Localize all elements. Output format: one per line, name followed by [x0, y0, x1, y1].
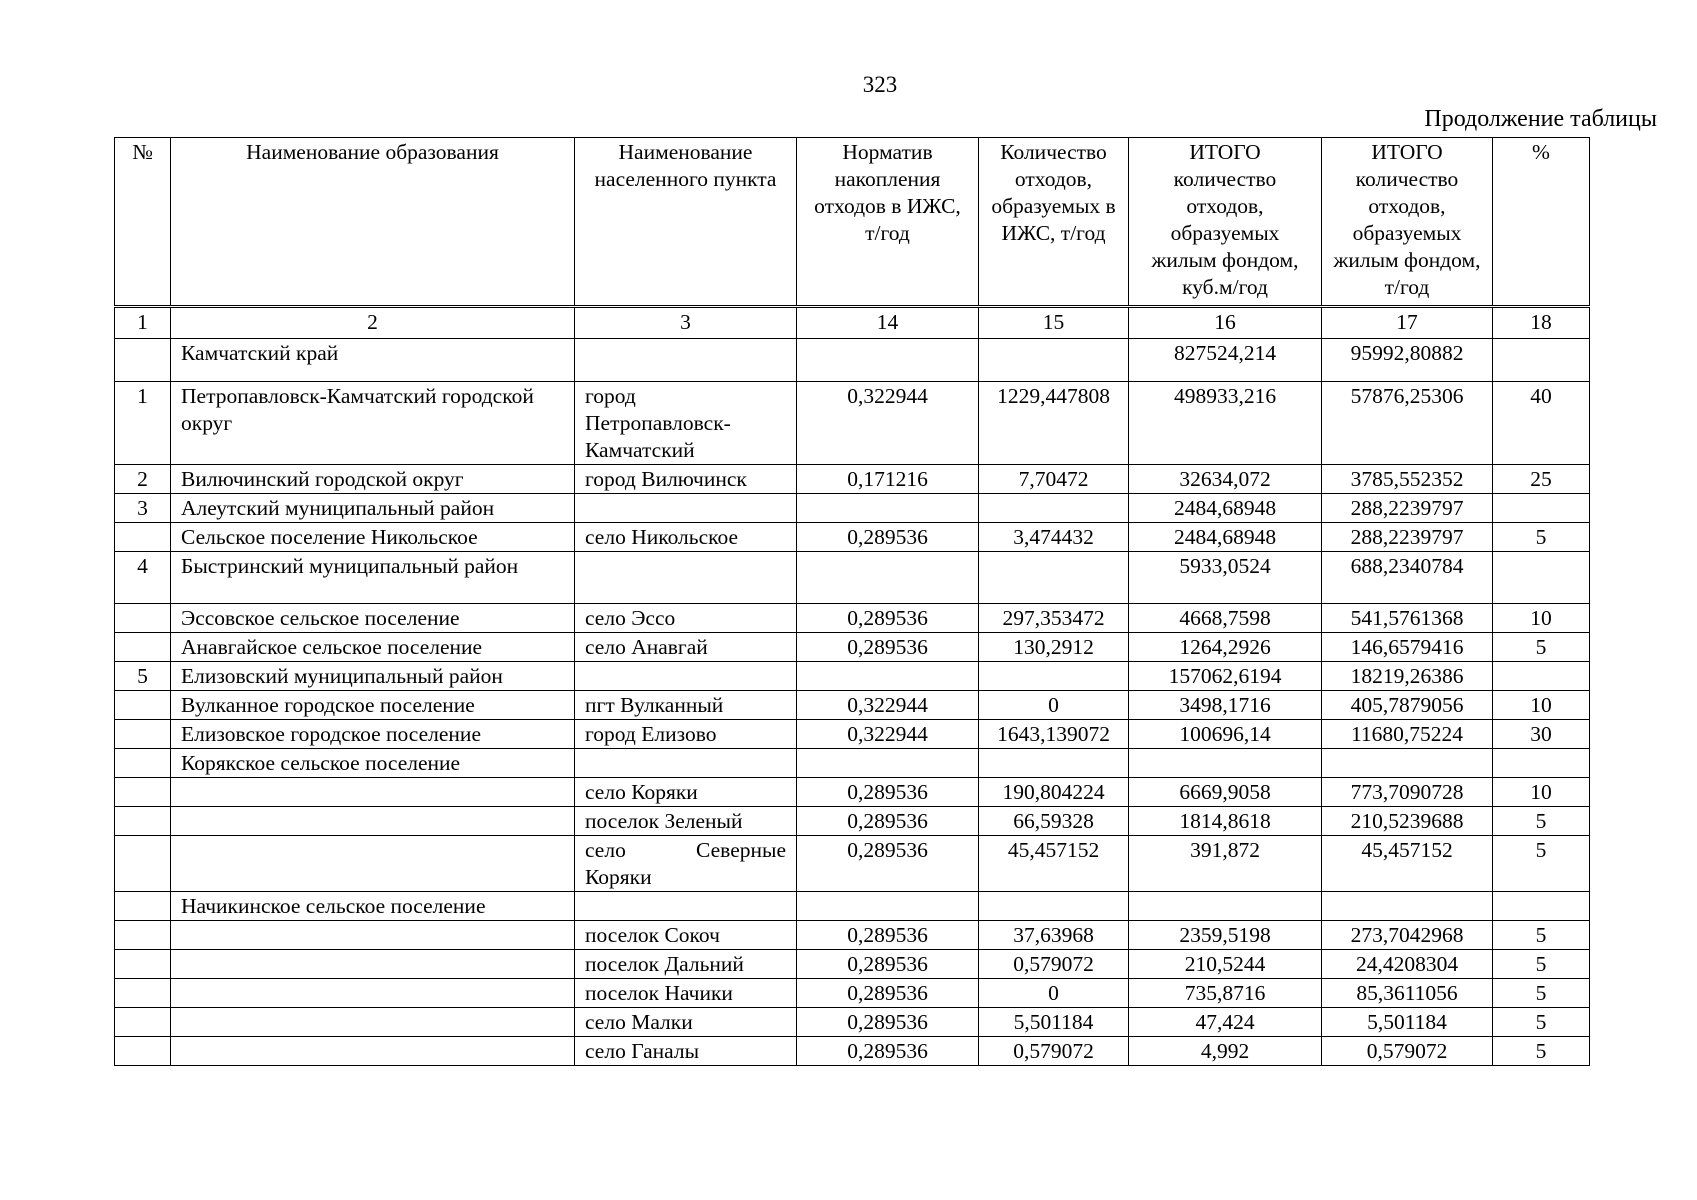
cell-total-t: 18219,26386 [1322, 662, 1493, 691]
table-row [115, 633, 1590, 662]
cell-no [115, 892, 171, 921]
cell-formation: Елизовское городское поселение [171, 720, 575, 749]
cell-total-t: 288,2239797 [1322, 494, 1493, 523]
cell-total-t [1322, 892, 1493, 921]
cell-pct: 5 [1493, 836, 1590, 892]
cell-locality: село Ганалы [575, 1037, 797, 1066]
cell-total-t: 0,579072 [1322, 1037, 1493, 1066]
cell-norm [797, 494, 979, 523]
table-row [115, 339, 1590, 382]
cell-total-m3: 2484,68948 [1129, 523, 1322, 552]
cell-pct: 30 [1493, 720, 1590, 749]
cell-no: 1 [115, 382, 171, 465]
cell-locality: пгт Вулканный [575, 691, 797, 720]
cell-pct [1493, 552, 1590, 604]
cell-total-t: 5,501184 [1322, 1008, 1493, 1037]
cell-total-t: 405,7879056 [1322, 691, 1493, 720]
header-formation: Наименование образования [171, 138, 575, 307]
table-row [115, 892, 1590, 921]
cell-norm: 0,289536 [797, 778, 979, 807]
cell-pct [1493, 339, 1590, 382]
cell-norm: 0,289536 [797, 836, 979, 892]
cell-norm [797, 749, 979, 778]
table-row [115, 836, 1590, 892]
cell-ijs: 1643,139072 [979, 720, 1129, 749]
table-row [115, 465, 1590, 494]
cell-total-t: 3785,552352 [1322, 465, 1493, 494]
column-number-row [115, 307, 1590, 339]
header-pct: % [1493, 138, 1590, 307]
cell-formation: Вулканное городское поселение [171, 691, 575, 720]
cell-formation [171, 836, 575, 892]
cell-total-t: 95992,80882 [1322, 339, 1493, 382]
cell-no [115, 836, 171, 892]
table-row [115, 807, 1590, 836]
cell-locality: село Северные Коряки [575, 836, 797, 892]
cell-pct [1493, 749, 1590, 778]
cell-total-t: 45,457152 [1322, 836, 1493, 892]
cell-total-t: 11680,75224 [1322, 720, 1493, 749]
cell-total-m3: 1264,2926 [1129, 633, 1322, 662]
header-locality: Наименование населенного пункта [575, 138, 797, 307]
cell-total-t: 541,5761368 [1322, 604, 1493, 633]
cell-formation [171, 921, 575, 950]
header-norm: Норматив накопления отходов в ИЖС, т/год [797, 138, 979, 307]
column-number: 14 [797, 307, 979, 339]
cell-no [115, 339, 171, 382]
cell-ijs: 0,579072 [979, 1037, 1129, 1066]
table-row [115, 604, 1590, 633]
cell-total-m3: 2484,68948 [1129, 494, 1322, 523]
cell-total-m3: 4,992 [1129, 1037, 1322, 1066]
cell-total-m3 [1129, 749, 1322, 778]
cell-locality [575, 339, 797, 382]
cell-formation [171, 979, 575, 1008]
cell-formation [171, 778, 575, 807]
cell-total-m3: 4668,7598 [1129, 604, 1322, 633]
cell-locality: поселок Начики [575, 979, 797, 1008]
cell-ijs: 190,804224 [979, 778, 1129, 807]
cell-total-m3: 827524,214 [1129, 339, 1322, 382]
cell-formation: Елизовский муниципальный район [171, 662, 575, 691]
header-no: № [115, 138, 171, 307]
column-number: 18 [1493, 307, 1590, 339]
cell-pct: 5 [1493, 1008, 1590, 1037]
cell-norm: 0,171216 [797, 465, 979, 494]
cell-norm: 0,289536 [797, 921, 979, 950]
cell-no: 3 [115, 494, 171, 523]
cell-ijs: 7,70472 [979, 465, 1129, 494]
cell-locality: село Эссо [575, 604, 797, 633]
cell-no [115, 1037, 171, 1066]
cell-formation: Петропавловск-Камчатский городской округ [171, 382, 575, 465]
cell-pct: 5 [1493, 950, 1590, 979]
cell-pct: 10 [1493, 691, 1590, 720]
column-number: 17 [1322, 307, 1493, 339]
cell-ijs [979, 552, 1129, 604]
column-number: 2 [171, 307, 575, 339]
cell-pct: 5 [1493, 1037, 1590, 1066]
cell-pct [1493, 892, 1590, 921]
cell-ijs: 0 [979, 979, 1129, 1008]
cell-norm: 0,322944 [797, 720, 979, 749]
cell-formation: Быстринский муниципальный район [171, 552, 575, 604]
cell-no [115, 749, 171, 778]
cell-total-t: 146,6579416 [1322, 633, 1493, 662]
header-ijs: Количество отходов, образуемых в ИЖС, т/год [979, 138, 1129, 307]
cell-no [115, 778, 171, 807]
cell-no [115, 604, 171, 633]
cell-total-m3: 210,5244 [1129, 950, 1322, 979]
cell-formation: Эссовское сельское поселение [171, 604, 575, 633]
cell-ijs: 66,59328 [979, 807, 1129, 836]
cell-no [115, 950, 171, 979]
cell-locality [575, 662, 797, 691]
cell-formation: Анавгайское сельское поселение [171, 633, 575, 662]
table-row [115, 1037, 1590, 1066]
cell-total-m3: 100696,14 [1129, 720, 1322, 749]
cell-ijs: 130,2912 [979, 633, 1129, 662]
cell-locality: село Никольское [575, 523, 797, 552]
cell-pct [1493, 494, 1590, 523]
cell-total-t: 273,7042968 [1322, 921, 1493, 950]
cell-ijs: 297,353472 [979, 604, 1129, 633]
cell-no [115, 720, 171, 749]
cell-ijs: 5,501184 [979, 1008, 1129, 1037]
waste-table [114, 137, 1590, 1066]
column-number: 16 [1129, 307, 1322, 339]
cell-pct [1493, 662, 1590, 691]
cell-total-t: 688,2340784 [1322, 552, 1493, 604]
cell-pct: 10 [1493, 604, 1590, 633]
column-number: 1 [115, 307, 171, 339]
table-row [115, 382, 1590, 465]
cell-total-m3: 498933,216 [1129, 382, 1322, 465]
cell-total-t: 57876,25306 [1322, 382, 1493, 465]
cell-pct: 10 [1493, 778, 1590, 807]
cell-no [115, 807, 171, 836]
cell-no: 5 [115, 662, 171, 691]
cell-pct: 5 [1493, 979, 1590, 1008]
cell-norm: 0,322944 [797, 382, 979, 465]
table-row [115, 1008, 1590, 1037]
cell-pct: 40 [1493, 382, 1590, 465]
cell-pct: 5 [1493, 921, 1590, 950]
cell-no: 2 [115, 465, 171, 494]
header-total-m3: ИТОГО количество отходов, образуемых жилым фондом, куб.м/год [1129, 138, 1322, 307]
cell-ijs: 45,457152 [979, 836, 1129, 892]
cell-total-m3: 47,424 [1129, 1008, 1322, 1037]
cell-ijs: 0 [979, 691, 1129, 720]
table-row [115, 662, 1590, 691]
cell-formation [171, 807, 575, 836]
cell-norm [797, 662, 979, 691]
table-row [115, 950, 1590, 979]
cell-total-m3: 6669,9058 [1129, 778, 1322, 807]
cell-ijs: 37,63968 [979, 921, 1129, 950]
cell-total-m3: 3498,1716 [1129, 691, 1322, 720]
header-row [115, 138, 1590, 307]
cell-ijs [979, 662, 1129, 691]
cell-no [115, 523, 171, 552]
cell-locality [575, 494, 797, 523]
cell-total-m3: 735,8716 [1129, 979, 1322, 1008]
cell-norm: 0,289536 [797, 1008, 979, 1037]
cell-total-t: 24,4208304 [1322, 950, 1493, 979]
table-row [115, 523, 1590, 552]
cell-formation: Начикинское сельское поселение [171, 892, 575, 921]
cell-norm [797, 339, 979, 382]
header-total-t: ИТОГО количество отходов, образуемых жилым фондом, т/год [1322, 138, 1493, 307]
cell-locality: село Анавгай [575, 633, 797, 662]
table-row [115, 494, 1590, 523]
cell-no: 4 [115, 552, 171, 604]
cell-pct: 5 [1493, 633, 1590, 662]
table-row [115, 921, 1590, 950]
table-row [115, 979, 1590, 1008]
cell-ijs: 0,579072 [979, 950, 1129, 979]
cell-norm: 0,289536 [797, 807, 979, 836]
cell-ijs [979, 339, 1129, 382]
cell-norm: 0,322944 [797, 691, 979, 720]
cell-locality [575, 749, 797, 778]
cell-no [115, 633, 171, 662]
cell-total-m3 [1129, 892, 1322, 921]
cell-total-m3: 2359,5198 [1129, 921, 1322, 950]
cell-ijs: 3,474432 [979, 523, 1129, 552]
cell-formation: Сельское поселение Никольское [171, 523, 575, 552]
cell-pct: 5 [1493, 807, 1590, 836]
cell-norm: 0,289536 [797, 950, 979, 979]
cell-locality: город Елизово [575, 720, 797, 749]
cell-locality: село Малки [575, 1008, 797, 1037]
cell-locality: село Коряки [575, 778, 797, 807]
cell-norm: 0,289536 [797, 1037, 979, 1066]
cell-norm: 0,289536 [797, 633, 979, 662]
cell-norm: 0,289536 [797, 523, 979, 552]
cell-total-t: 773,7090728 [1322, 778, 1493, 807]
cell-pct: 5 [1493, 523, 1590, 552]
cell-locality: поселок Сокоч [575, 921, 797, 950]
cell-total-t: 210,5239688 [1322, 807, 1493, 836]
cell-no [115, 921, 171, 950]
cell-norm: 0,289536 [797, 604, 979, 633]
cell-total-t: 85,3611056 [1322, 979, 1493, 1008]
cell-formation: Вилючинский городской округ [171, 465, 575, 494]
table-row [115, 691, 1590, 720]
cell-no [115, 979, 171, 1008]
cell-norm [797, 552, 979, 604]
table-row [115, 720, 1590, 749]
cell-total-t: 288,2239797 [1322, 523, 1493, 552]
cell-ijs [979, 892, 1129, 921]
cell-formation: Корякское сельское поселение [171, 749, 575, 778]
cell-norm [797, 892, 979, 921]
cell-ijs: 1229,447808 [979, 382, 1129, 465]
cell-no [115, 1008, 171, 1037]
cell-formation: Алеутский муниципальный район [171, 494, 575, 523]
table-row [115, 552, 1590, 604]
cell-formation [171, 1008, 575, 1037]
continuation-label: Продолжение таблицы [1424, 106, 1657, 132]
cell-ijs [979, 494, 1129, 523]
cell-total-m3: 5933,0524 [1129, 552, 1322, 604]
column-number: 15 [979, 307, 1129, 339]
page-number: 323 [862, 72, 898, 97]
cell-locality: поселок Дальний [575, 950, 797, 979]
cell-locality [575, 892, 797, 921]
cell-locality: город Вилючинск [575, 465, 797, 494]
cell-total-m3: 157062,6194 [1129, 662, 1322, 691]
cell-ijs [979, 749, 1129, 778]
cell-locality: поселок Зеленый [575, 807, 797, 836]
cell-locality: город Петропавловск-Камчатский [575, 382, 797, 465]
table-row [115, 778, 1590, 807]
cell-total-t [1322, 749, 1493, 778]
cell-norm: 0,289536 [797, 979, 979, 1008]
cell-formation [171, 1037, 575, 1066]
cell-formation: Камчатский край [171, 339, 575, 382]
cell-pct: 25 [1493, 465, 1590, 494]
column-number: 3 [575, 307, 797, 339]
cell-total-m3: 1814,8618 [1129, 807, 1322, 836]
cell-locality [575, 552, 797, 604]
table-row [115, 749, 1590, 778]
cell-formation [171, 950, 575, 979]
cell-no [115, 691, 171, 720]
cell-total-m3: 32634,072 [1129, 465, 1322, 494]
cell-total-m3: 391,872 [1129, 836, 1322, 892]
